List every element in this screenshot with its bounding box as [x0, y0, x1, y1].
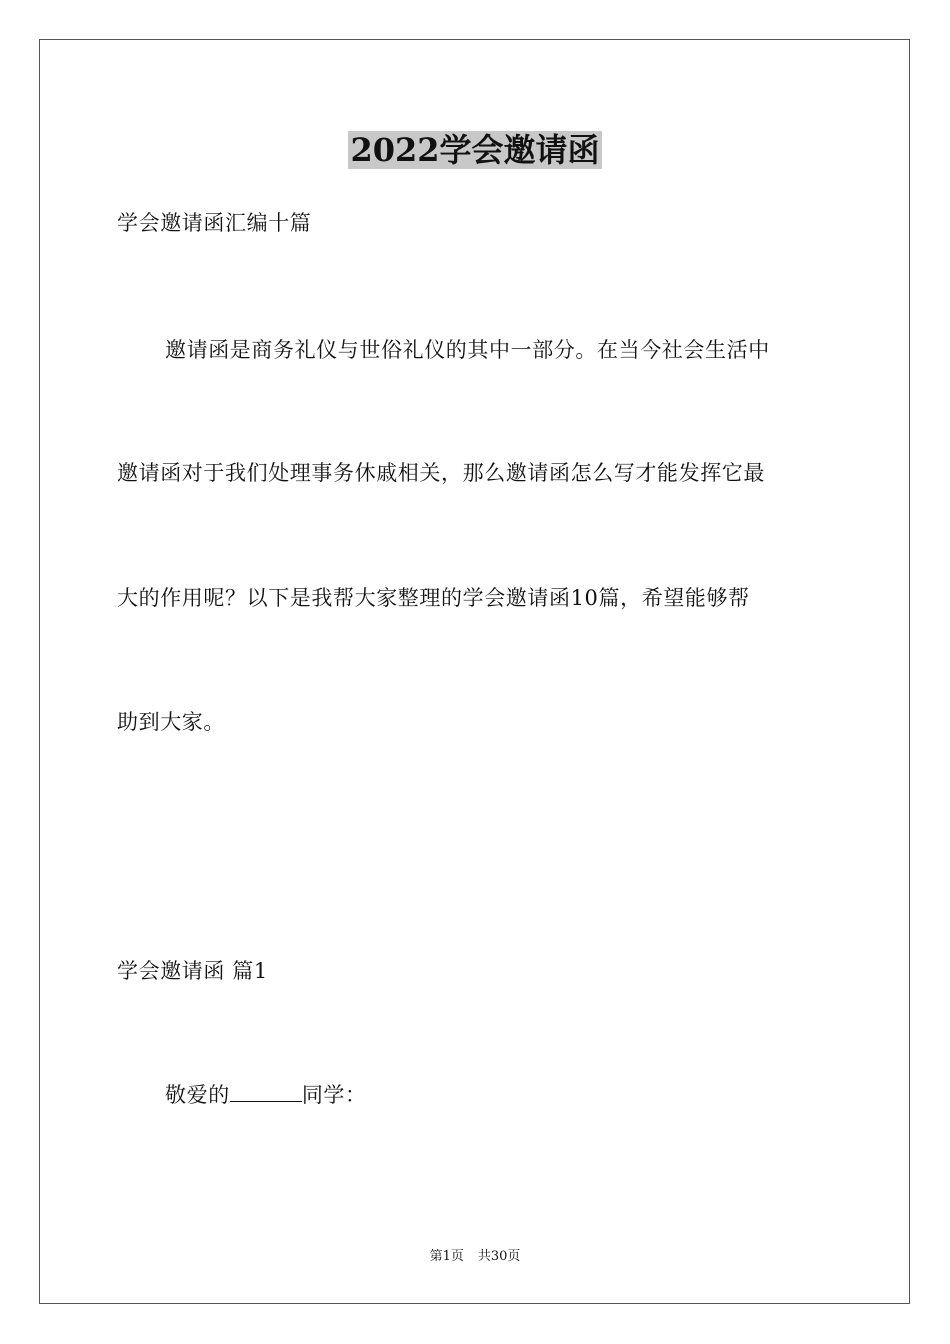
intro-line-2: 邀请函对于我们处理事务休戚相关，那么邀请函怎么写才能发挥它最: [117, 461, 765, 485]
page-number: 第1页: [429, 1249, 464, 1264]
salutation-suffix: 同学：: [301, 1083, 367, 1107]
intro-line-1: 邀请函是商务礼仪与世俗礼仪的其中一部分。在当今社会生活中: [165, 338, 770, 362]
document-subtitle: 学会邀请函汇编十篇: [117, 211, 312, 235]
salutation-prefix: 敬爱的: [165, 1083, 230, 1107]
document-title: [0, 128, 950, 172]
section-heading: 学会邀请函 篇1: [117, 959, 268, 983]
intro-line-4: 助到大家。: [117, 710, 225, 734]
name-blank-line: [230, 1081, 302, 1102]
page-footer: [0, 1248, 950, 1266]
intro-line-3: 大的作用呢？以下是我帮大家整理的学会邀请函10篇，希望能够帮: [117, 586, 750, 610]
page-total: 共30页: [477, 1249, 521, 1264]
salutation: [165, 1080, 885, 1110]
document-title-text: 2022学会邀请函: [350, 131, 600, 169]
